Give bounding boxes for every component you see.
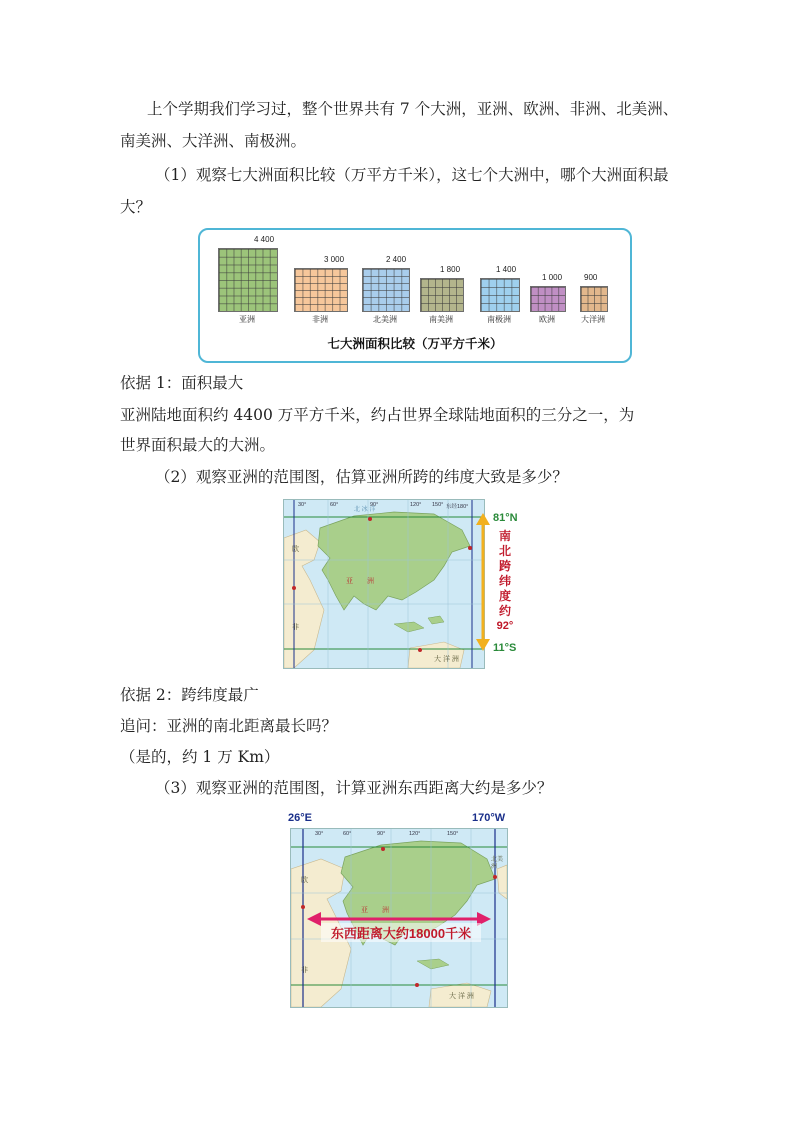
continent-block-1	[218, 248, 278, 312]
longitude-tick-1: 30°	[315, 831, 324, 837]
span-char-2: 北	[498, 544, 511, 558]
map-1-africa-label: 非	[292, 624, 299, 631]
map-2-europe-label: 欧	[301, 877, 308, 884]
basis-1: 依据 1：面积最大	[120, 374, 244, 392]
latitude-south-label: 11°S	[493, 642, 517, 654]
continent-value-3: 2 400	[386, 255, 407, 264]
map-2-north-america-label: 北美洲	[491, 857, 504, 870]
longitude-east-label: 170°W	[472, 812, 506, 824]
map-2-drawing	[291, 829, 507, 1007]
asia-latitude-map	[283, 499, 523, 669]
asia-area-line-2: 世界面积最大的大洲。	[120, 436, 276, 454]
continent-name-3: 北美洲	[373, 315, 397, 324]
continent-value-1: 4 400	[254, 235, 275, 244]
map-1-drawing	[284, 500, 484, 668]
longitude-tick-5: 东经180°	[446, 504, 469, 510]
continent-block-3	[362, 268, 410, 312]
span-char-4: 纬	[498, 574, 511, 588]
map-1-oceania-label: 大 洋 洲	[434, 656, 459, 663]
continent-block-4	[420, 278, 464, 312]
asia-longitude-map	[286, 812, 512, 1008]
longitude-tick-6: 150°	[432, 502, 444, 508]
longitude-west-label: 26°E	[288, 812, 312, 824]
basis-2: 依据 2：跨纬度最广	[120, 686, 259, 704]
span-char-6: 约	[498, 604, 511, 618]
continent-value-4: 1 800	[440, 265, 461, 274]
longitude-tick-2: 60°	[343, 831, 352, 837]
longitude-tick-2: 60°	[330, 502, 339, 508]
map-2-panel	[290, 828, 508, 1008]
longitude-tick-1: 30°	[298, 502, 307, 508]
continent-block-5	[480, 278, 520, 312]
continent-block-2	[294, 268, 348, 312]
continent-value-5: 1 400	[496, 265, 517, 274]
map-2-oceania-label: 大 洋 洲	[449, 993, 474, 1000]
intro-line-1: 上个学期我们学习过，整个世界共有 7 个大洲，亚洲、欧洲、非洲、北美洲、	[147, 100, 679, 118]
map-2-asia-label: 亚 洲	[361, 907, 389, 914]
span-char-3: 跨	[498, 559, 511, 573]
continent-name-1: 亚洲	[239, 315, 255, 324]
intro-line-2: 南美洲、大洋洲、南极洲。	[120, 132, 307, 150]
map-1-asia-label: 亚 洲	[346, 578, 374, 585]
continent-name-6: 欧洲	[539, 315, 555, 324]
continent-block-6	[530, 286, 566, 312]
span-char-1: 南	[498, 529, 511, 543]
follow-up-answer: （是的，约 1 万 Km）	[120, 748, 280, 766]
map-1-arctic-label: 北 冰 洋	[354, 507, 376, 513]
longitude-tick-3: 90°	[370, 502, 379, 508]
latitude-span-text	[495, 529, 515, 634]
span-value: 92°	[496, 620, 514, 632]
question-1-line-1: （1）观察七大洲面积比较（万平方千米），这七个大洲中，哪个大洲面积最	[155, 166, 669, 184]
continent-name-4: 南美洲	[429, 315, 453, 324]
figure-caption: 七大洲面积比较（万平方千米）	[327, 336, 503, 351]
continent-name-2: 非洲	[312, 315, 328, 324]
longitude-tick-5: 150°	[447, 831, 459, 837]
continent-name-7: 大洋洲	[581, 315, 605, 324]
latitude-north-label: 81°N	[493, 512, 518, 524]
map-1-europe-label: 欧	[292, 546, 299, 553]
continent-value-7: 900	[584, 273, 598, 282]
follow-up-question: 追问：亚洲的南北距离最长吗？	[120, 717, 338, 735]
question-1-line-2: 大？	[120, 198, 152, 216]
span-char-5: 度	[498, 589, 511, 603]
longitude-tick-3: 90°	[377, 831, 386, 837]
continent-area-figure	[198, 228, 632, 363]
continent-value-6: 1 000	[542, 273, 563, 282]
asia-area-line-1: 亚洲陆地面积约 4400 万平方千米，约占世界全球陆地面积的三分之一，为	[120, 406, 635, 424]
question-2: （2）观察亚洲的范围图，估算亚洲所跨的纬度大致是多少？	[155, 468, 568, 486]
continent-block-7	[580, 286, 608, 312]
map-2-africa-label: 非	[301, 967, 308, 974]
map-1-panel	[283, 499, 485, 669]
longitude-tick-4: 120°	[410, 502, 422, 508]
longitude-tick-4: 120°	[409, 831, 421, 837]
east-west-distance-label: 东西距离大约18000千米	[321, 923, 481, 942]
continent-name-5: 南极洲	[487, 315, 511, 324]
continent-value-2: 3 000	[324, 255, 345, 264]
question-3: （3）观察亚洲的范围图，计算亚洲东西距离大约是多少？	[155, 779, 553, 797]
